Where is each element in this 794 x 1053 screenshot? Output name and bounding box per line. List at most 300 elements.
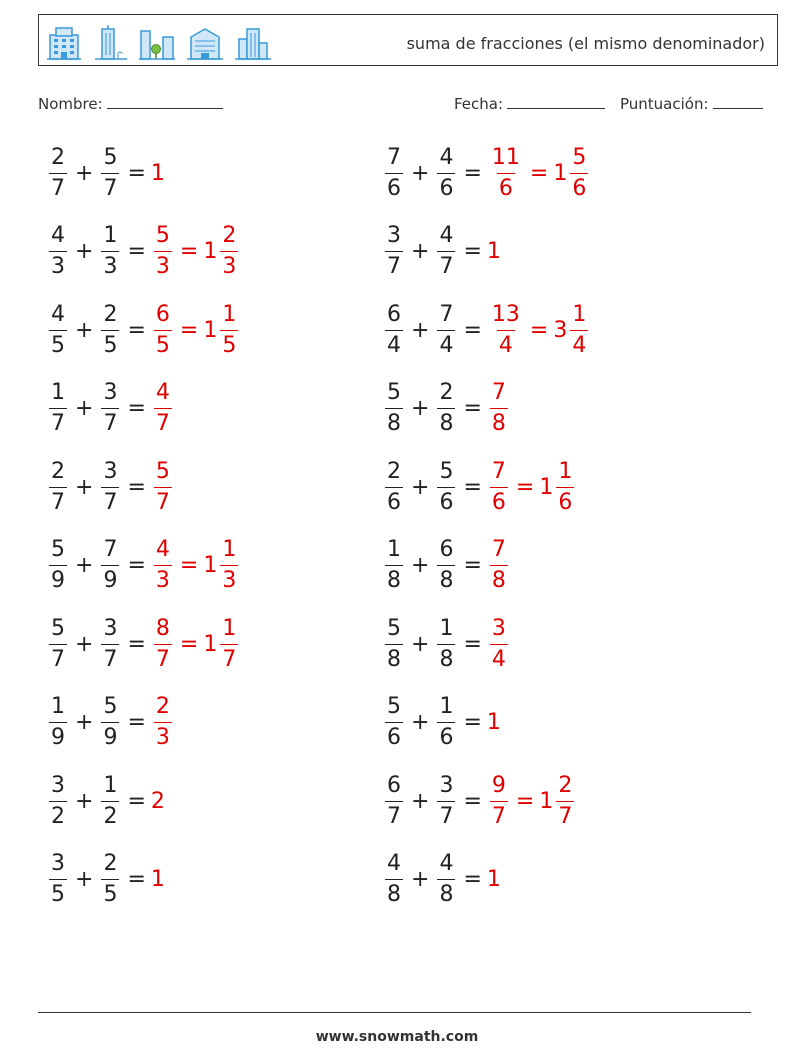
- denominator: 7: [49, 408, 67, 435]
- mixed-fraction: [556, 458, 574, 515]
- answer: [151, 539, 241, 592]
- numerator: 6: [155, 301, 170, 327]
- numerator: 3: [51, 851, 65, 876]
- denominator: 6: [385, 173, 403, 200]
- equals-sign: =: [463, 553, 482, 578]
- plus-sign: +: [75, 317, 94, 343]
- answer-fraction: [490, 615, 508, 672]
- equals-sign: =: [463, 160, 482, 186]
- answer-fraction: [490, 539, 508, 592]
- numerator: 3: [103, 380, 118, 405]
- answer: [151, 867, 165, 892]
- denominator: 7: [49, 173, 67, 200]
- mixed-number: [203, 225, 241, 278]
- answer: [151, 458, 175, 515]
- addend-fraction: [49, 696, 67, 749]
- answer-whole: 2: [150, 788, 165, 814]
- addend-fraction: [49, 772, 67, 829]
- addend-fraction: [101, 382, 119, 435]
- denominator: 3: [220, 565, 238, 592]
- denominator: 4: [497, 330, 515, 357]
- answer-fraction: [490, 144, 522, 201]
- numerator: 4: [439, 144, 454, 170]
- numerator: 2: [558, 772, 573, 798]
- denominator: 8: [385, 644, 403, 671]
- numerator: 4: [155, 380, 170, 405]
- denominator: 8: [385, 408, 403, 435]
- equals-sign: =: [529, 317, 549, 343]
- denominator: 3: [220, 251, 238, 278]
- tower-building-icon: [93, 25, 127, 61]
- answer: [487, 615, 511, 672]
- denominator: 4: [490, 644, 508, 671]
- numerator: 1: [222, 615, 237, 641]
- score-field: [620, 94, 763, 113]
- name-blank[interactable]: [107, 94, 223, 109]
- denominator: 7: [556, 801, 574, 828]
- numerator: 13: [491, 301, 520, 327]
- denominator: 7: [154, 644, 172, 671]
- numerator: 2: [51, 458, 65, 484]
- addend-fraction: [437, 144, 455, 201]
- numerator: 5: [103, 144, 118, 170]
- addend-fraction: [49, 225, 67, 278]
- equals-sign: =: [127, 160, 146, 186]
- answer: [151, 382, 175, 435]
- problem-16: [382, 691, 501, 755]
- problem-20: [382, 848, 501, 912]
- denominator: 8: [437, 879, 455, 906]
- numerator: 7: [439, 301, 454, 327]
- answer-fraction: [490, 458, 508, 515]
- numerator: 5: [103, 694, 118, 719]
- denominator: 7: [101, 173, 119, 200]
- denominator: 6: [437, 173, 455, 200]
- equals-sign: =: [127, 317, 146, 343]
- answer: [151, 301, 241, 358]
- addend-fraction: [437, 458, 455, 515]
- denominator: 8: [385, 879, 403, 906]
- denominator: 4: [385, 330, 403, 357]
- mixed-whole: 1: [203, 631, 218, 657]
- addend-fraction: [437, 853, 455, 906]
- denominator: 8: [490, 408, 508, 435]
- numerator: 4: [155, 537, 170, 562]
- denominator: 8: [385, 565, 403, 592]
- equals-sign: =: [463, 317, 482, 343]
- mixed-number: [203, 301, 241, 358]
- numerator: 6: [387, 301, 401, 327]
- answer: [487, 239, 501, 264]
- mixed-whole: 1: [203, 239, 218, 264]
- footer-url: www.snowmath.com: [315, 1029, 479, 1045]
- denominator: 6: [556, 487, 574, 514]
- answer-fraction: [154, 458, 172, 515]
- denominator: 7: [154, 487, 172, 514]
- equals-sign: =: [463, 239, 482, 264]
- answer: [151, 615, 241, 672]
- addend-fraction: [385, 853, 403, 906]
- answer-fraction: [154, 382, 172, 435]
- addend-fraction: [385, 225, 403, 278]
- equals-sign: =: [179, 553, 199, 578]
- addend-fraction: [385, 696, 403, 749]
- numerator: 2: [103, 851, 118, 876]
- numerator: 4: [439, 851, 454, 876]
- numerator: 3: [51, 772, 65, 798]
- denominator: 9: [49, 722, 67, 749]
- equals-sign: =: [127, 631, 146, 657]
- numerator: 6: [387, 772, 401, 798]
- mixed-whole: 1: [203, 553, 218, 578]
- plus-sign: +: [411, 239, 430, 264]
- problem-1: [46, 141, 165, 205]
- problem-4: [382, 220, 501, 284]
- mixed-fraction: [220, 225, 238, 278]
- problem-14: [382, 612, 511, 676]
- numerator: 7: [387, 144, 401, 170]
- denominator: 7: [101, 644, 119, 671]
- office-building-icon: [47, 25, 81, 61]
- denominator: 7: [490, 801, 508, 828]
- answer: [487, 458, 577, 515]
- answer: [151, 225, 241, 278]
- denominator: 3: [154, 722, 172, 749]
- addend-fraction: [385, 144, 403, 201]
- answer-fraction: [154, 696, 172, 749]
- addend-fraction: [385, 539, 403, 592]
- numerator: 1: [387, 537, 401, 562]
- equals-sign: =: [529, 160, 549, 186]
- numerator: 1: [222, 537, 237, 562]
- denominator: 7: [49, 487, 67, 514]
- plus-sign: +: [411, 631, 430, 657]
- mixed-whole: 3: [553, 317, 568, 343]
- plus-sign: +: [75, 553, 94, 578]
- numerator: 5: [439, 458, 454, 484]
- mixed-fraction: [570, 144, 588, 201]
- equals-sign: =: [127, 396, 146, 421]
- denominator: 2: [101, 801, 119, 828]
- denominator: 3: [101, 251, 119, 278]
- plus-sign: +: [75, 474, 94, 500]
- numerator: 1: [103, 223, 118, 248]
- mixed-number: [203, 615, 241, 672]
- addend-fraction: [437, 301, 455, 358]
- addend-fraction: [101, 539, 119, 592]
- addend-fraction: [437, 382, 455, 435]
- problem-2: [382, 141, 591, 205]
- equals-sign: =: [463, 631, 482, 657]
- problem-10: [382, 455, 577, 519]
- mixed-fraction: [220, 539, 238, 592]
- numerator: 7: [103, 537, 118, 562]
- score-label: Puntuación:: [620, 95, 709, 113]
- denominator: 9: [101, 722, 119, 749]
- problem-13: [46, 612, 241, 676]
- equals-sign: =: [179, 631, 199, 657]
- equals-sign: =: [127, 710, 146, 735]
- denominator: 6: [437, 487, 455, 514]
- answer: [487, 867, 501, 892]
- plus-sign: +: [411, 474, 430, 500]
- numerator: 4: [51, 223, 65, 248]
- denominator: 6: [437, 722, 455, 749]
- addend-fraction: [49, 301, 67, 358]
- denominator: 8: [437, 565, 455, 592]
- denominator: 5: [220, 330, 238, 357]
- plus-sign: +: [75, 710, 94, 735]
- answer-whole: 1: [486, 710, 501, 735]
- problem-18: [382, 769, 577, 833]
- answer: [487, 382, 511, 435]
- mixed-whole: 1: [553, 160, 568, 186]
- problem-15: [46, 691, 175, 755]
- denominator: 9: [101, 565, 119, 592]
- numerator: 2: [387, 458, 401, 484]
- problem-7: [46, 377, 175, 441]
- footer-divider: [38, 1012, 751, 1013]
- answer: [151, 789, 165, 814]
- numerator: 3: [103, 615, 118, 641]
- numerator: 1: [439, 615, 454, 641]
- numerator: 11: [491, 144, 520, 170]
- equals-sign: =: [127, 788, 146, 814]
- plus-sign: +: [75, 396, 94, 421]
- header-icons: [47, 23, 271, 61]
- answer: [487, 710, 501, 735]
- equals-sign: =: [515, 474, 535, 500]
- name-field: [38, 94, 223, 113]
- equals-sign: =: [463, 788, 482, 814]
- plus-sign: +: [411, 788, 430, 814]
- addend-fraction: [385, 301, 403, 358]
- numerator: 4: [51, 301, 65, 327]
- plus-sign: +: [75, 867, 94, 892]
- answer-fraction: [154, 225, 172, 278]
- problem-17: [46, 769, 165, 833]
- answer: [487, 301, 591, 358]
- equals-sign: =: [515, 788, 535, 814]
- denominator: 5: [49, 879, 67, 906]
- addend-fraction: [101, 772, 119, 829]
- numerator: 7: [491, 458, 506, 484]
- answer-whole: 1: [150, 160, 165, 186]
- addend-fraction: [385, 615, 403, 672]
- denominator: 6: [497, 173, 515, 200]
- plus-sign: +: [411, 553, 430, 578]
- addend-fraction: [49, 144, 67, 201]
- answer-whole: 1: [486, 239, 501, 264]
- worksheet-title: suma de fracciones (el mismo denominador): [406, 34, 765, 53]
- numerator: 5: [387, 380, 401, 405]
- addend-fraction: [101, 144, 119, 201]
- denominator: 6: [490, 487, 508, 514]
- problem-11: [46, 534, 241, 598]
- denominator: 7: [385, 251, 403, 278]
- numerator: 5: [51, 537, 65, 562]
- addend-fraction: [101, 696, 119, 749]
- addend-fraction: [385, 772, 403, 829]
- addend-fraction: [385, 382, 403, 435]
- mixed-fraction: [220, 615, 238, 672]
- denominator: 6: [385, 487, 403, 514]
- answer-fraction: [154, 301, 172, 358]
- answer-fraction: [490, 382, 508, 435]
- numerator: 1: [51, 694, 65, 719]
- addend-fraction: [101, 301, 119, 358]
- mixed-whole: 1: [539, 788, 554, 814]
- denominator: 5: [101, 330, 119, 357]
- denominator: 5: [49, 330, 67, 357]
- denominator: 7: [220, 644, 238, 671]
- plus-sign: +: [75, 631, 94, 657]
- numerator: 5: [572, 144, 587, 170]
- glass-building-icon: [187, 25, 223, 61]
- numerator: 2: [51, 144, 65, 170]
- mixed-number: [539, 772, 577, 829]
- date-blank[interactable]: [507, 94, 605, 109]
- numerator: 2: [155, 694, 170, 719]
- denominator: 7: [437, 801, 455, 828]
- addend-fraction: [49, 382, 67, 435]
- denominator: 2: [49, 801, 67, 828]
- problem-8: [382, 377, 511, 441]
- problem-9: [46, 455, 175, 519]
- denominator: 8: [490, 565, 508, 592]
- equals-sign: =: [463, 396, 482, 421]
- answer-fraction: [154, 615, 172, 672]
- problem-12: [382, 534, 511, 598]
- numerator: 1: [103, 772, 118, 798]
- answer: [487, 539, 511, 592]
- denominator: 8: [437, 408, 455, 435]
- denominator: 7: [154, 408, 172, 435]
- answer-fraction: [490, 772, 508, 829]
- mixed-whole: 1: [539, 474, 554, 500]
- skyscraper-icon: [235, 25, 271, 61]
- denominator: 3: [154, 251, 172, 278]
- numerator: 4: [387, 851, 401, 876]
- addend-fraction: [385, 458, 403, 515]
- problem-19: [46, 848, 165, 912]
- addend-fraction: [437, 772, 455, 829]
- equals-sign: =: [179, 317, 199, 343]
- plus-sign: +: [75, 788, 94, 814]
- equals-sign: =: [127, 474, 146, 500]
- plus-sign: +: [411, 317, 430, 343]
- problem-3: [46, 220, 241, 284]
- name-label: Nombre:: [38, 95, 103, 113]
- addend-fraction: [49, 539, 67, 592]
- answer: [487, 144, 591, 201]
- numerator: 5: [155, 458, 170, 484]
- denominator: 8: [437, 644, 455, 671]
- plus-sign: +: [411, 867, 430, 892]
- numerator: 1: [558, 458, 573, 484]
- equals-sign: =: [463, 474, 482, 500]
- numerator: 5: [155, 223, 170, 248]
- plus-sign: +: [411, 396, 430, 421]
- denominator: 3: [154, 565, 172, 592]
- addend-fraction: [101, 615, 119, 672]
- answer-fraction: [490, 301, 522, 358]
- answer-whole: 1: [150, 867, 165, 892]
- denominator: 7: [101, 487, 119, 514]
- equals-sign: =: [463, 867, 482, 892]
- denominator: 7: [437, 251, 455, 278]
- denominator: 4: [437, 330, 455, 357]
- equals-sign: =: [127, 553, 146, 578]
- denominator: 7: [385, 801, 403, 828]
- equals-sign: =: [127, 867, 146, 892]
- mixed-number: [203, 539, 241, 592]
- numerator: 3: [439, 772, 454, 798]
- date-label: Fecha:: [454, 95, 504, 113]
- numerator: 5: [387, 615, 401, 641]
- addend-fraction: [49, 853, 67, 906]
- problem-5: [46, 298, 241, 362]
- mixed-number: [553, 301, 591, 358]
- denominator: 4: [570, 330, 588, 357]
- addend-fraction: [101, 225, 119, 278]
- addend-fraction: [49, 615, 67, 672]
- numerator: 3: [491, 615, 506, 641]
- plus-sign: +: [411, 160, 430, 186]
- mixed-number: [539, 458, 577, 515]
- worksheet-header: [38, 14, 778, 66]
- numerator: 6: [439, 537, 454, 562]
- denominator: 5: [101, 879, 119, 906]
- city-tree-icon: [139, 25, 175, 61]
- addend-fraction: [49, 458, 67, 515]
- mixed-fraction: [570, 301, 588, 358]
- denominator: 5: [154, 330, 172, 357]
- answer-whole: 1: [486, 867, 501, 892]
- denominator: 9: [49, 565, 67, 592]
- numerator: 4: [439, 223, 454, 248]
- numerator: 2: [103, 301, 118, 327]
- numerator: 5: [387, 694, 401, 719]
- numerator: 7: [491, 380, 506, 405]
- numerator: 3: [103, 458, 118, 484]
- numerator: 7: [491, 537, 506, 562]
- score-blank[interactable]: [713, 94, 763, 109]
- answer-fraction: [154, 539, 172, 592]
- plus-sign: +: [75, 239, 94, 264]
- addend-fraction: [101, 458, 119, 515]
- mixed-whole: 1: [203, 317, 218, 343]
- answer: [151, 696, 175, 749]
- addend-fraction: [437, 615, 455, 672]
- equals-sign: =: [127, 239, 146, 264]
- answer: [151, 161, 165, 186]
- addend-fraction: [437, 696, 455, 749]
- numerator: 8: [155, 615, 170, 641]
- plus-sign: +: [411, 710, 430, 735]
- denominator: 7: [49, 644, 67, 671]
- denominator: 6: [385, 722, 403, 749]
- equals-sign: =: [179, 239, 199, 264]
- plus-sign: +: [75, 160, 94, 186]
- addend-fraction: [101, 853, 119, 906]
- denominator: 7: [101, 408, 119, 435]
- numerator: 2: [222, 223, 237, 248]
- numerator: 1: [572, 301, 587, 327]
- mixed-number: [553, 144, 591, 201]
- numerator: 1: [222, 301, 237, 327]
- answer: [487, 772, 577, 829]
